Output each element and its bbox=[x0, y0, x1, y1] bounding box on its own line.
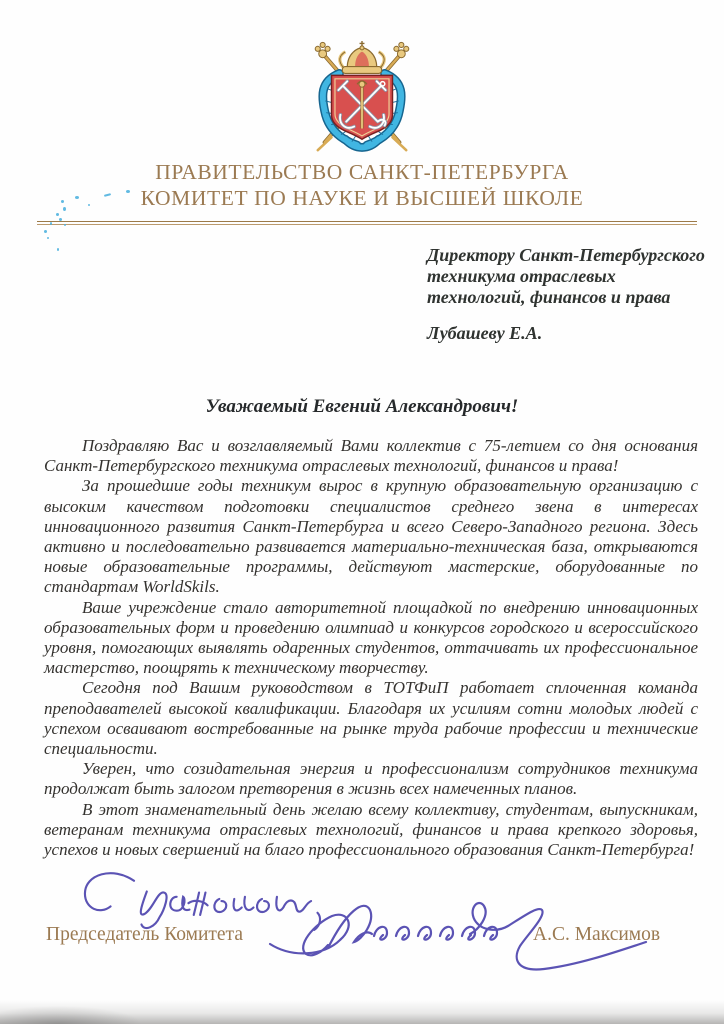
letter-body bbox=[44, 436, 698, 860]
signer-position: Председатель Комитета bbox=[46, 924, 243, 945]
org-header bbox=[0, 159, 724, 211]
body-paragraph: Уверен, что созидательная энергия и профессионализм сотрудников техникума продолжат быть залогом претворения в жизнь всех намеченных планов. bbox=[44, 759, 698, 799]
scan-edge-shadow bbox=[0, 1000, 724, 1024]
body-paragraph: Поздравляю Вас и возглавляемый Вами коллектив с 75-летием со дня основания Санкт-Петербургского техникума отраслевых технологий, финансов и права! bbox=[44, 436, 698, 476]
org-line1: ПРАВИТЕЛЬСТВО САНКТ-ПЕТЕРБУРГА bbox=[155, 160, 569, 184]
header-divider bbox=[37, 221, 697, 225]
recipient-line: техникума отраслевых bbox=[427, 266, 616, 286]
body-paragraph: В этот знаменательный день желаю всему коллективу, студентам, выпускникам, ветеранам техникума отраслевых технологий, финансов и права крепкого здоровья, успехов и новых свершений на благо профессионального образования Санкт-Петербурга! bbox=[44, 799, 698, 860]
body-paragraph: За прошедшие годы техникум вырос в крупную образовательную организацию с высоким качеством подготовки специалистов среднего звена в интересах инновационного развития Санкт-Петербурга и всего Северо-Западного региона. Здесь активно и последовательно развивается материально-техническая база, открываются новые образовательные программы, действуют мастерские, оборудованные по стандартам WorldSkils. bbox=[44, 476, 698, 597]
body-paragraph: Ваше учреждение стало авторитетной площадкой по внедрению инновационных образовательных форм и проведению олимпиад и конкурсов городского и всероссийского уровня, помогающих выявлять одаренных студентов, оттачивать их профессиональное мастерство, поощрять к техническому творчеству. bbox=[44, 597, 698, 678]
body-paragraph: Сегодня под Вашим руководством в ТОТФиП работает сплоченная команда преподавателей высокой квалификации. Благодаря их усилиям сотни молодых людей с успехом осваивают востребованные на рынке труда рабочие профессии и технические специальности. bbox=[44, 678, 698, 759]
signer-name: А.С. Максимов bbox=[533, 924, 661, 945]
salutation: Уважаемый Евгений Александрович! bbox=[205, 396, 519, 417]
org-line2: КОМИТЕТ ПО НАУКЕ И ВЫСШЕЙ ШКОЛЕ bbox=[140, 186, 584, 210]
spb-coat-of-arms-icon bbox=[298, 40, 426, 163]
recipient-line: Директору Санкт-Петербургского bbox=[427, 245, 705, 265]
recipient-block bbox=[427, 245, 707, 344]
recipient-name: Лубашеву Е.А. bbox=[427, 323, 543, 343]
recipient-line: технологий, финансов и права bbox=[427, 287, 671, 307]
